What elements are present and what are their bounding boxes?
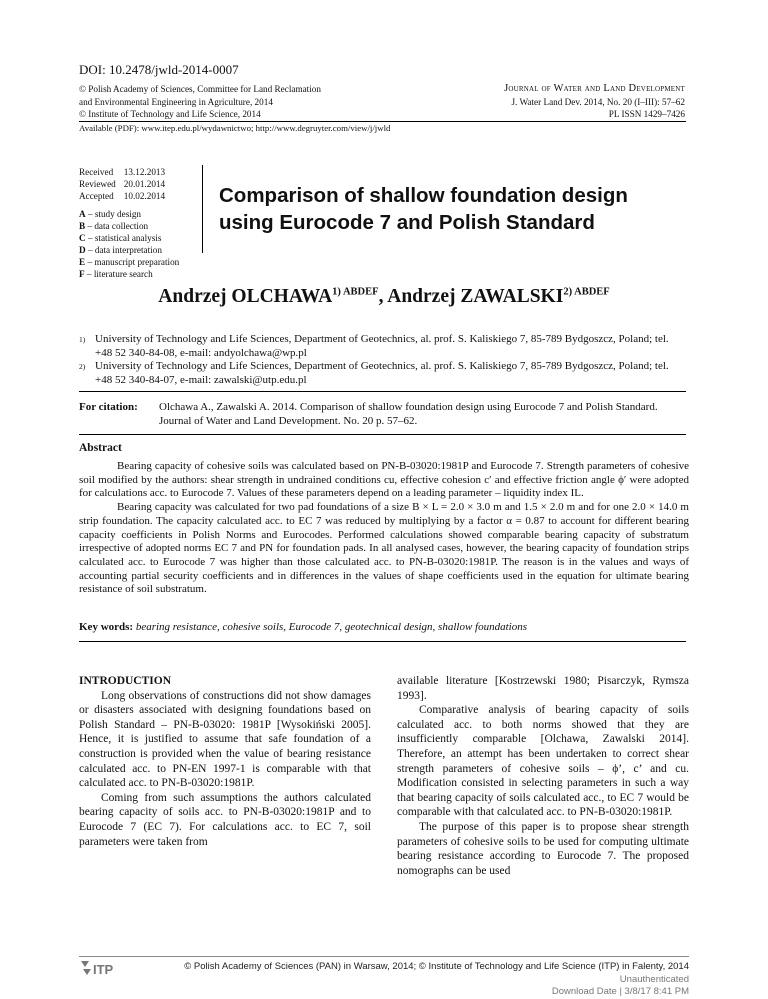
author-name: Andrzej ZAWALSKI bbox=[387, 286, 564, 307]
date-value: 10.02.2014 bbox=[123, 191, 166, 201]
logo-text: ITP bbox=[93, 962, 114, 977]
keywords-label: Key words: bbox=[79, 621, 134, 633]
body-paragraph: Long observations of constructions did not show damages or disasters associated with designing foundations based on Polish Standard – PN-B-03020: 1981P [Wysokiński 2005]. Hence, it is justified to assume that safe foundation of a construction is provided when the value of bearing resistance calculated acc. to PN-EN 1997-1 is comparable with that calculated acc. to PN-B-03020:1981P. bbox=[79, 689, 371, 790]
affiliation-item bbox=[79, 333, 689, 360]
author-name: Andrzej OLCHAWA bbox=[158, 286, 333, 307]
divider bbox=[202, 165, 203, 253]
citation-block bbox=[79, 401, 689, 428]
contribution-item: B – data collection bbox=[79, 221, 149, 231]
keywords-rule bbox=[79, 641, 686, 642]
doi: DOI: 10.2478/jwld-2014-0007 bbox=[79, 62, 239, 77]
date-row bbox=[79, 190, 173, 202]
contribution-item: A – study design bbox=[79, 209, 142, 219]
intro-right-column bbox=[397, 674, 689, 878]
date-value: 20.01.2014 bbox=[123, 179, 166, 189]
date-label: Accepted bbox=[79, 191, 114, 201]
abstract-heading: Abstract bbox=[79, 442, 122, 454]
footer-download-date: Download Date | 3/8/17 8:41 PM bbox=[551, 986, 689, 997]
author-contributions bbox=[79, 208, 179, 280]
body-paragraph: Coming from such assumptions the authors calculated bearing capacity of soils acc. to PN-B-03020:1981P and to Eurocode 7 (EC 7). For calculations acc. to EC 7, soil parameters were taken from bbox=[79, 791, 371, 848]
keywords-text: bearing resistance, cohesive soils, Eurocode 7, geotechnical design, shallow foundations bbox=[135, 621, 527, 633]
copyright-line: and Environmental Engineering in Agriculture, 2014 bbox=[79, 96, 273, 107]
footer-copyright: © Polish Academy of Sciences (PAN) in Warsaw, 2014; © Institute of Technology and Life Science (ITP) in Falenty, 2014 bbox=[184, 961, 689, 972]
journal-citation: J. Water Land Dev. 2014, No. 20 (I–III): 57–62 bbox=[511, 96, 685, 107]
contribution-item: E – manuscript preparation bbox=[79, 257, 180, 267]
affiliation-text: University of Technology and Life Sciences, Department of Geotechnics, al. prof. S. Kaliskiego 7, 85-789 Bydgoszcz, Poland; tel. +48 52 340-84-07, e-mail: zawalski@utp.edu.pl bbox=[95, 360, 669, 386]
body-paragraph: Comparative analysis of bearing capacity of soils calculated acc. to both norms showed that they are insufficiently comparable [Olchawa, Zawalski 2014]. Therefore, an attempt has been undertaken to correct shear strength parameters of cohesive soils – ϕ’, c’ and cu. Modification consisted in selecting parameters in such a way that bearing capacity of soils calculated acc., to EC 7 would be comparable with that calculated acc. to PN-B-03020:1981P. bbox=[397, 704, 689, 819]
abstract-paragraph: Bearing capacity of cohesive soils was calculated based on PN-B-03020:1981P and Eurocode 7. Strength parameters of cohesive soil modified by the authors: shear strength in undrained conditions cu, effective cohesion c′ and effective friction angle ϕ′ were adopted for calculations acc. to Eurocode 7. Values of these parameters depend on a leading parameter – liquidity index IL. bbox=[79, 460, 689, 500]
affiliation-number: 2) bbox=[79, 362, 86, 371]
abstract-paragraph: Bearing capacity was calculated for two pad foundations of a size B × L = 2.0 × 3.0 m and 1.5 × 2.0 m and for one 2.0 × 14.0 m strip foundation. The capacity calculated acc. to EC 7 was reduced by multiplying by a factor α = 0.87 to account for different bearing capacity coefficients in Polish Norms and Eurocodes. Performed calculations showed comparable bearing capacity of substratum irrespective of adopted norms EC 7 and PN for foundation pads. In all analysed cases, however, the bearing capacity of foundation strips calculated acc. to Eurocode 7 was higher than those calculated acc. to PN-B-03020:1981P. The reason is in the values and ways of accounting partial security coefficients and in differences in the values of shape coefficients used in the equation for ultimate bearing resistance of soil substratum. bbox=[79, 501, 689, 596]
body-paragraph: available literature [Kostrzewski 1980; Pisarczyk, Rymsza 1993]. bbox=[397, 675, 689, 702]
affiliation-item bbox=[79, 360, 689, 387]
keywords bbox=[79, 621, 689, 633]
citation-bottom-rule bbox=[79, 434, 686, 435]
abstract-body bbox=[79, 460, 689, 597]
availability-note[interactable]: Available (PDF): www.itep.edu.pl/wydawnictwo; http://www.degruyter.com/view/j/jwld bbox=[79, 123, 391, 133]
citation-top-rule bbox=[79, 391, 686, 392]
affiliation-number: 1) bbox=[79, 335, 86, 344]
citation-label: For citation: bbox=[79, 401, 138, 413]
citation-text: Olchawa A., Zawalski A. 2014. Comparison of shallow foundation design using Eurocode 7 and Polish Standard. Journal of Water and Land Development. No. 20 p. 57–62. bbox=[159, 401, 658, 427]
date-row bbox=[79, 178, 173, 190]
copyright-line: © Institute of Technology and Life Science, 2014 bbox=[79, 109, 261, 119]
date-row bbox=[79, 166, 173, 178]
footer-rule bbox=[79, 956, 689, 957]
footer-status: Unauthenticated bbox=[619, 973, 689, 985]
author-affil-marker: 2) ABDEF bbox=[563, 286, 610, 298]
contribution-item: D – data interpretation bbox=[79, 245, 162, 255]
affiliation-text: University of Technology and Life Sciences, Department of Geotechnics, al. prof. S. Kaliskiego 7, 85-789 Bydgoszcz, Poland; tel. +48 52 340-84-08, e-mail: andyolchawa@wp.pl bbox=[95, 333, 669, 359]
section-heading: INTRODUCTION bbox=[79, 675, 172, 687]
itp-logo bbox=[79, 957, 123, 979]
date-value: 13.12.2013 bbox=[123, 167, 166, 177]
body-paragraph: The purpose of this paper is to propose shear strength parameters of cohesive soils to be used for computing ultimate bearing resistance according to Eurocode 7. The proposed nomographs can be used bbox=[397, 820, 689, 877]
author-affil-marker: 1) ABDEF bbox=[332, 286, 379, 298]
contribution-item: F – literature search bbox=[79, 269, 153, 279]
copyright-line: © Polish Academy of Sciences, Committee for Land Reclamation bbox=[79, 84, 321, 94]
article-dates bbox=[79, 166, 173, 202]
date-label: Received bbox=[79, 167, 114, 177]
intro-left-column bbox=[79, 674, 371, 849]
author-line: Andrzej $OLCHAWA^{1) ABDEF}$, Andrzej $ZAWALSKI^{2) ABDEF}$ bbox=[158, 286, 610, 307]
page-footer bbox=[184, 961, 689, 999]
date-label: Reviewed bbox=[79, 179, 116, 189]
contribution-item: C – statistical analysis bbox=[79, 233, 162, 243]
header-rule bbox=[79, 121, 686, 122]
article-title: Comparison of shallow foundation design using Eurocode 7 and Polish Standard bbox=[219, 184, 628, 234]
journal-name: Journal of Water and Land Development bbox=[504, 83, 685, 94]
affiliations bbox=[79, 333, 689, 387]
journal-block bbox=[504, 83, 685, 121]
journal-issn: PL ISSN 1429–7426 bbox=[608, 109, 685, 119]
copyright-block bbox=[79, 83, 321, 121]
